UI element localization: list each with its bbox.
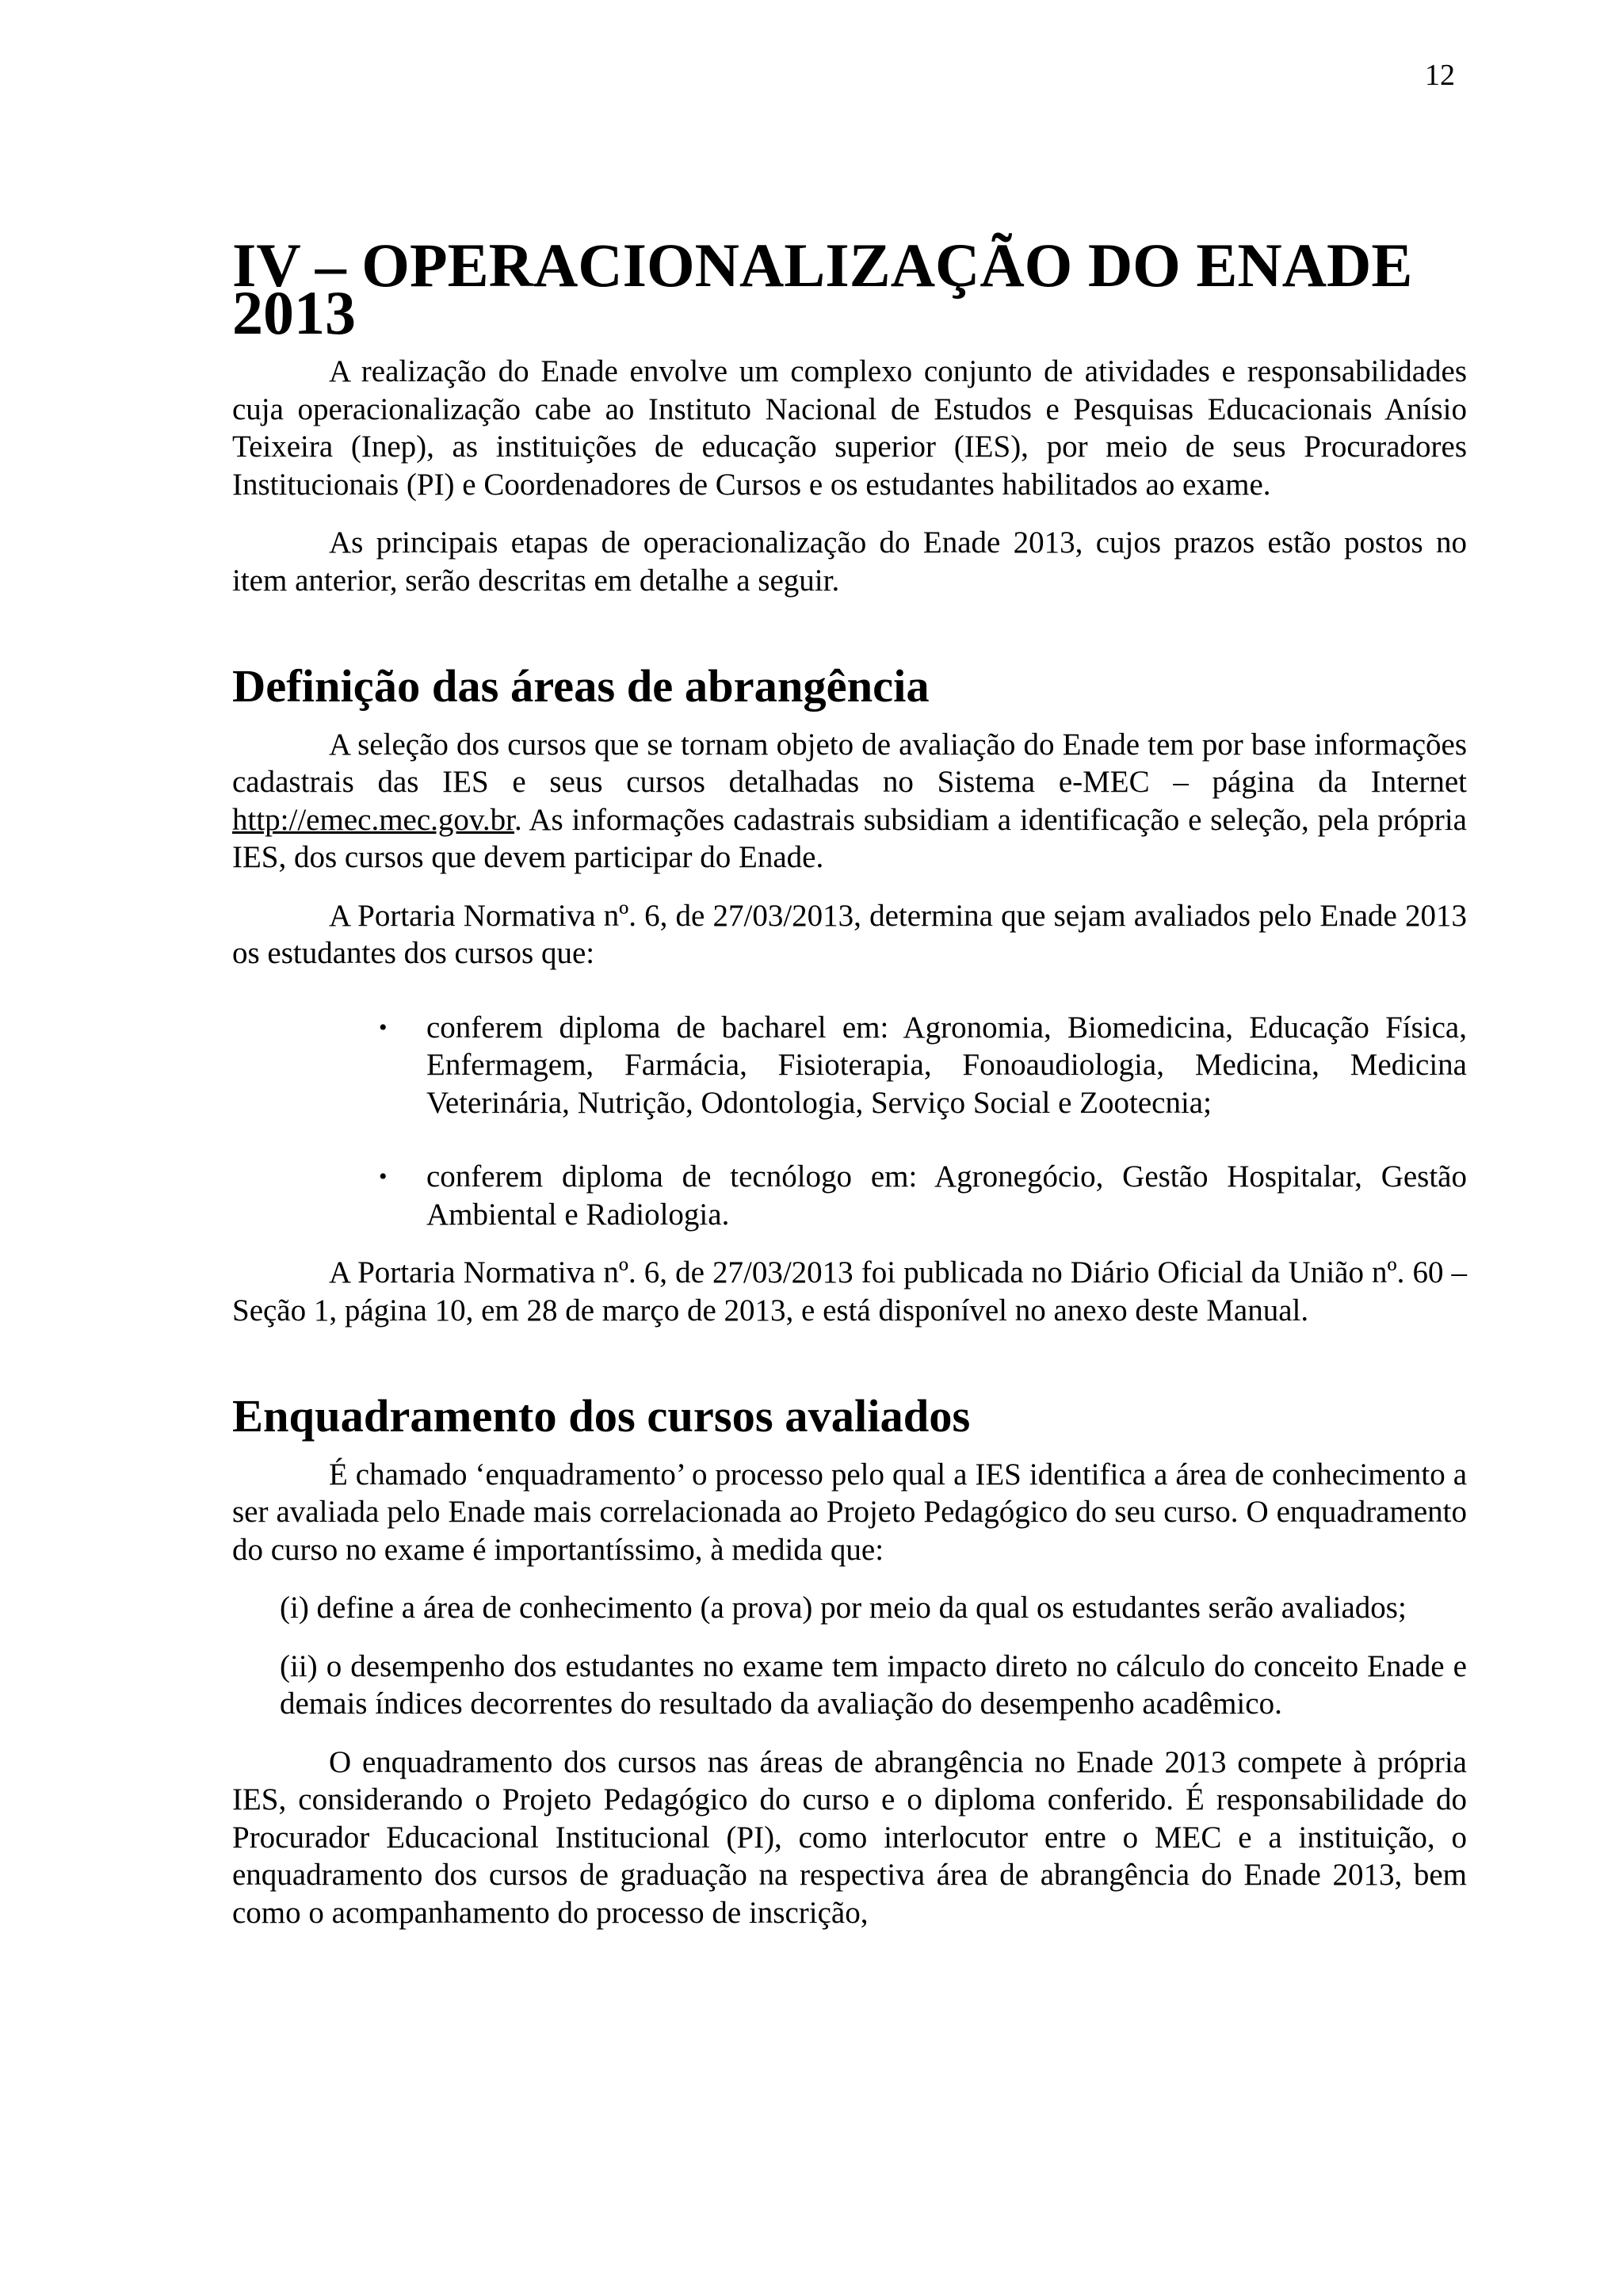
page-number: 12: [1425, 59, 1455, 92]
bullet-icon: •: [379, 1014, 388, 1041]
emec-link[interactable]: http://emec.mec.gov.br: [232, 802, 514, 837]
enquadramento-paragraph: É chamado ‘enquadramento’ o processo pelo qual a IES identifica a área de conhecimento a ser avaliada pelo Enade mais correlacionada ao Projeto Pedagógico do seu curso. O enquadramento do curso no exame é importantíssimo, à medida que:: [232, 1457, 1467, 1567]
list-item: (ii) o desempenho dos estudantes no exame tem impacto direto no cálculo do conceito Enade e demais índices decorrentes do resultado da avaliação do desempenho acadêmico.: [280, 1648, 1467, 1721]
competence-paragraph: O enquadramento dos cursos nas áreas de abrangência no Enade 2013 compete à própria IES, considerando o Projeto Pedagógico do curso e o diploma conferido. É responsabilidade do Procurador Educacional Institucional (PI), como interlocutor entre o MEC e a instituição, o enquadramento dos cursos de graduação na respectiva área de abrangência do Enade 2013, bem como o acompanhamento do processo de inscrição,: [232, 1744, 1467, 1930]
enquadramento-heading: Enquadramento dos cursos avaliados: [232, 1390, 971, 1442]
bullet-text: conferem diploma de tecnólogo em: Agronegócio, Gestão Hospitalar, Gestão Ambiental e Radiologia.: [426, 1159, 1467, 1232]
list-item: [379, 1158, 1467, 1233]
list-item: (i) define a área de conhecimento (a prova) por meio da qual os estudantes serão avaliados;: [280, 1591, 1407, 1625]
publication-paragraph: A Portaria Normativa nº. 6, de 27/03/2013 foi publicada no Diário Oficial da União nº. 60 – Seção 1, página 10, em 28 de março de 2013, e está disponível no anexo deste Manual.: [232, 1255, 1467, 1328]
list-item: [379, 1009, 1467, 1122]
bullet-text: conferem diploma de bacharel em: Agronomia, Biomedicina, Educação Física, Enfermagem, Farmácia, Fisioterapia, Fonoaudiologia, Medicina, Medicina Veterinária, Nutrição, Odontologia, Serviço Social e Zootecnia;: [426, 1010, 1467, 1120]
intro-paragraph: A realização do Enade envolve um complexo conjunto de atividades e responsabilidades cuja operacionalização cabe ao Instituto Nacional de Estudos e Pesquisas Educacionais Anísio Teixeira (Inep), as instituições de educação superior (IES), por meio de seus Procuradores Institucionais (PI) e Coordenadores de Cursos e os estudantes habilitados ao exame.: [232, 354, 1467, 502]
selection-paragraph: [232, 726, 1467, 877]
stages-paragraph: As principais etapas de operacionalização do Enade 2013, cujos prazos estão postos no item anterior, serão descritas em detalhe a seguir.: [232, 525, 1467, 598]
definicao-heading: Definição das áreas de abrangência: [232, 660, 930, 712]
selection-text-end: . As informações cadastrais subsidiam a identificação e seleção, pela própria IES, dos cursos que devem participar do Enade.: [232, 802, 1467, 874]
document-body: [232, 231, 1467, 1931]
selection-text: A seleção dos cursos que se tornam objeto de avaliação do Enade tem por base informações cadastrais das IES e seus cursos detalhadas no Sistema e-MEC – página da Internet: [232, 727, 1467, 799]
bullet-icon: •: [379, 1163, 388, 1190]
section-title: IV – OPERACIONALIZAÇÃO DO ENADE 2013: [232, 231, 1413, 347]
portaria-paragraph: A Portaria Normativa nº. 6, de 27/03/2013, determina que sejam avaliados pelo Enade 2013 os estudantes dos cursos que:: [232, 898, 1467, 970]
course-bullet-list: [232, 1009, 1467, 1234]
enquadramento-list: [232, 1589, 1467, 1723]
